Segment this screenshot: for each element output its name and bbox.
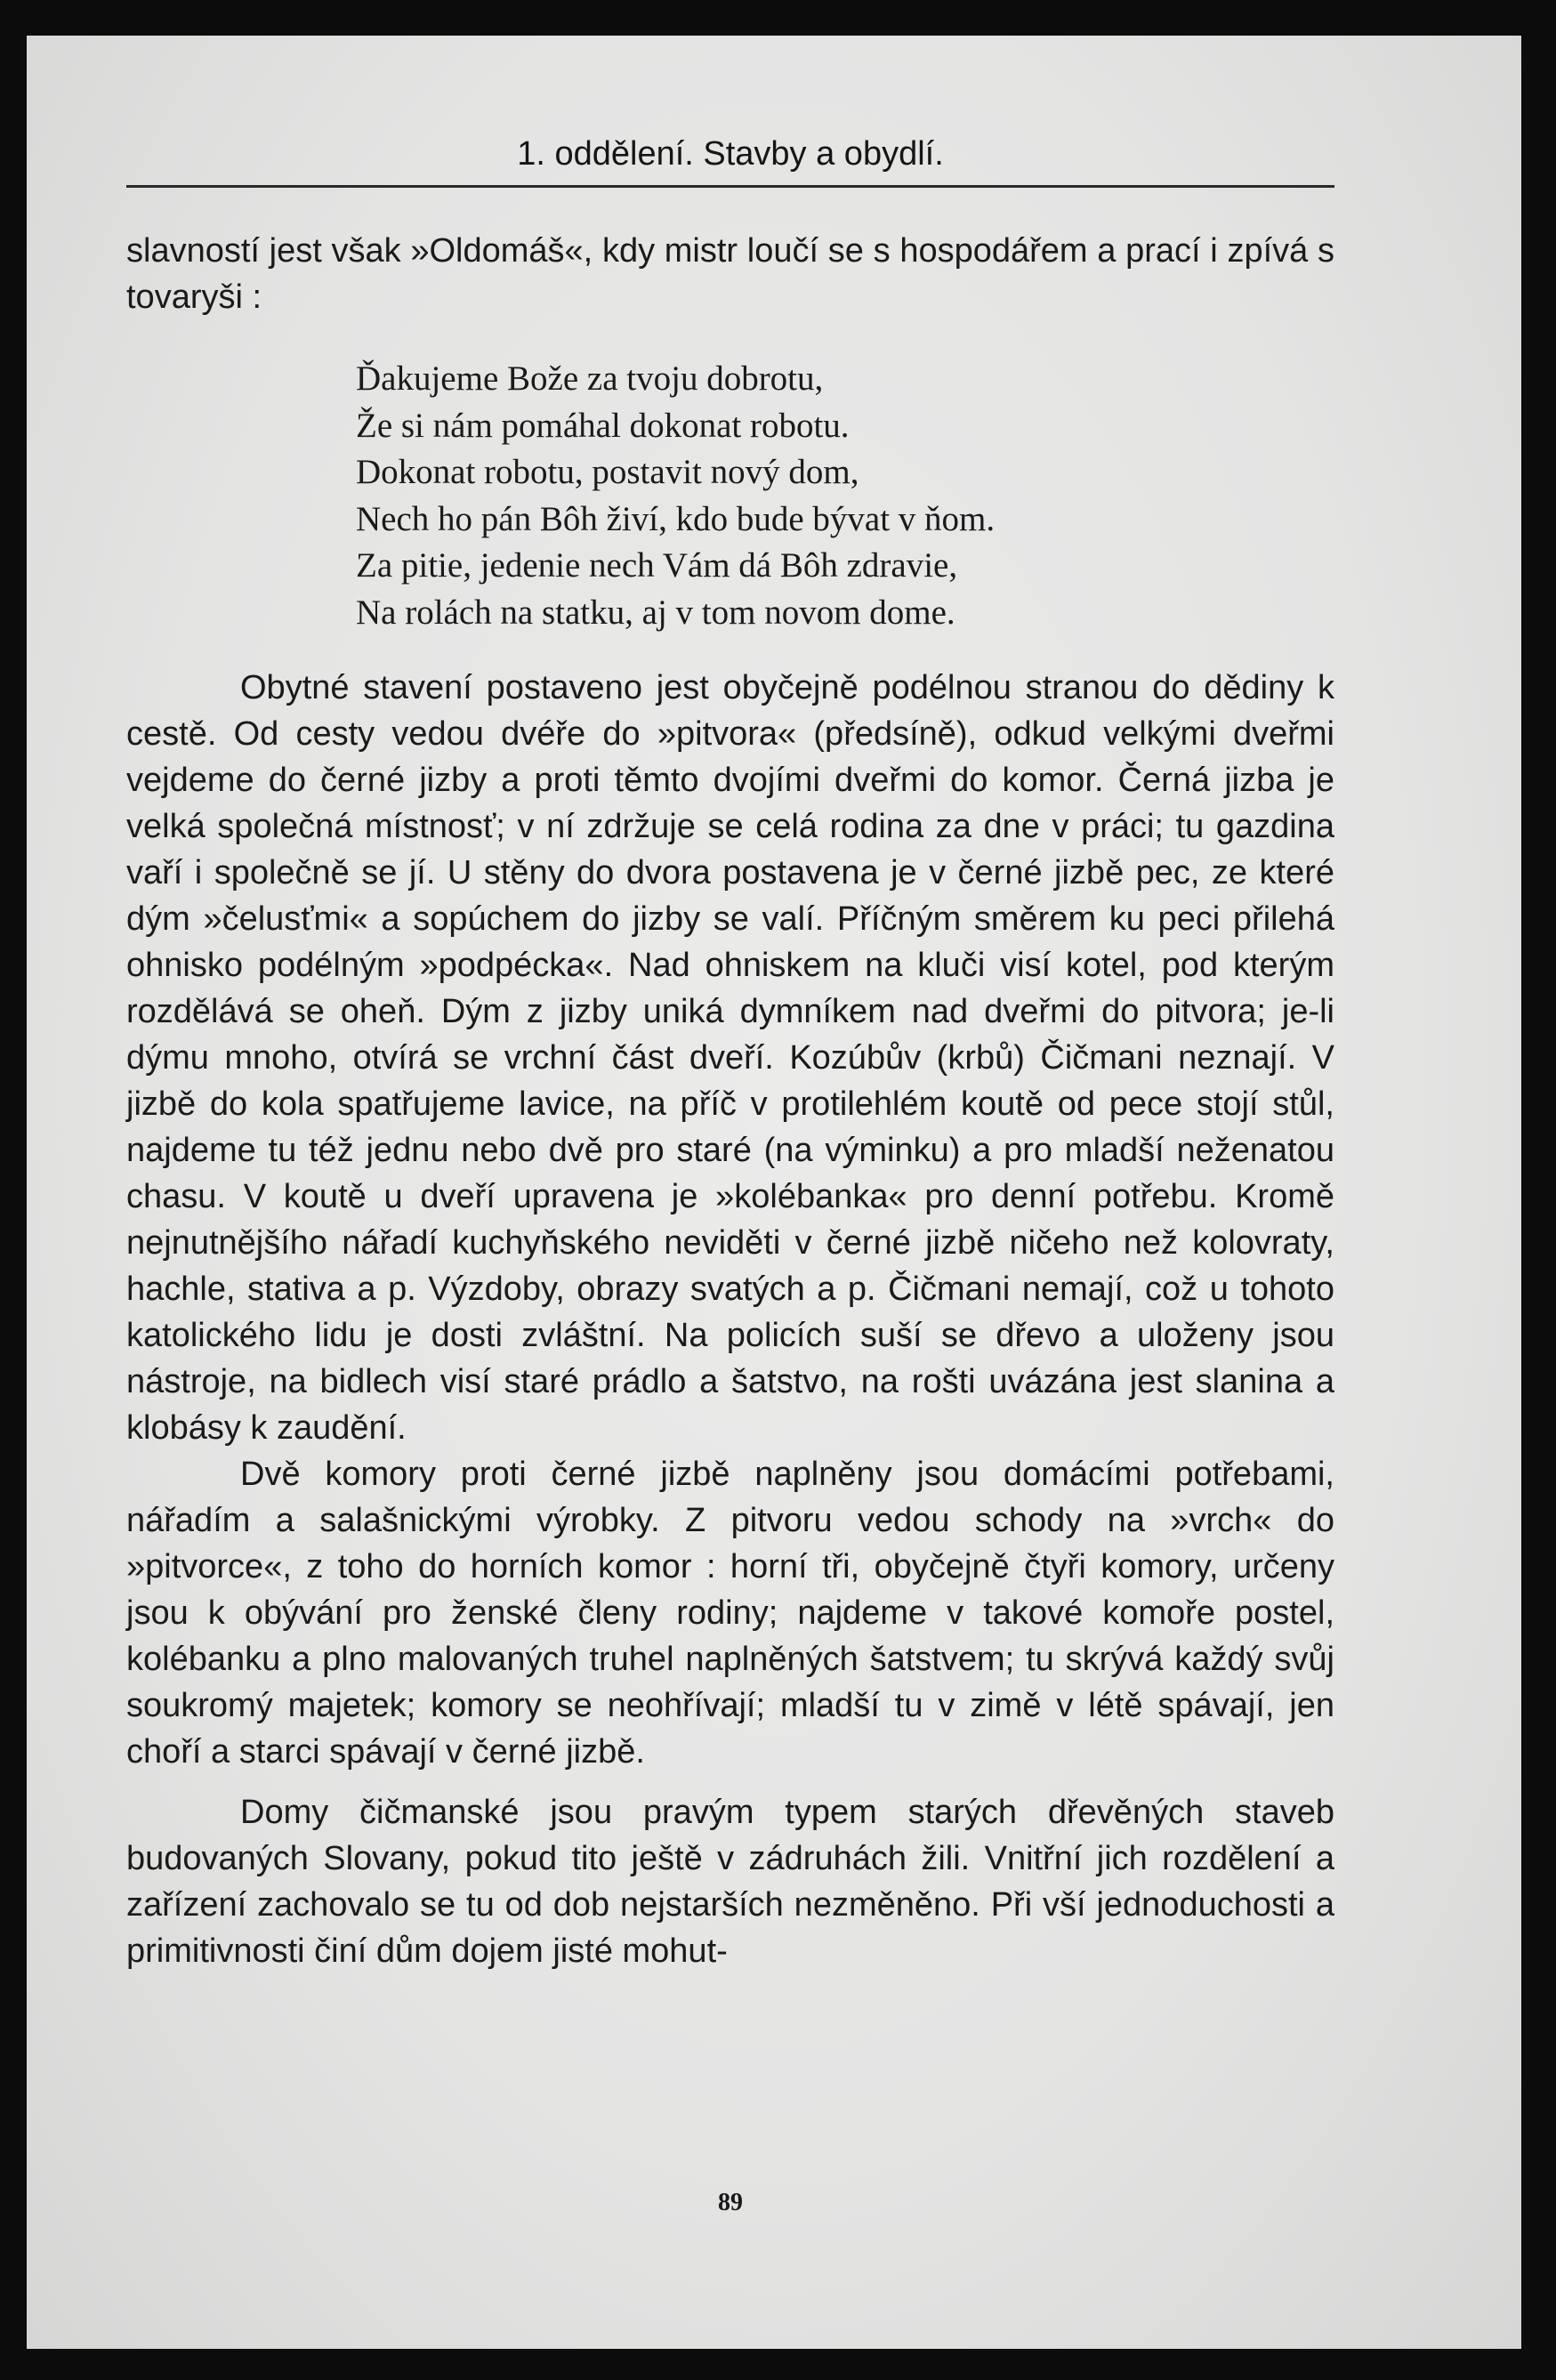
- poem-line: Za pitie, jedenie nech Vám dá Bôh zdravie,: [356, 546, 958, 585]
- poem-line: Na rolách na statku, aj v tom novom dome.: [356, 593, 955, 632]
- poem: [356, 356, 1334, 636]
- running-head: 1. oddělení. Stavby a obydlí.: [517, 135, 944, 173]
- page-number: 89: [718, 2189, 743, 2216]
- paragraph: Obytné stavení postaveno jest obyčejně podélnou stranou do dědiny k cestě. Od cesty vedou dvéře do »pitvora« (předsíně), odkud velkými dveřmi vejdeme do černé jizby a proti těmto dvojími dveřmi do komor. Černá jizba je velká společná místnosť; v ní zdržuje se celá rodina za dne v práci; tu gazdina vaří i společně se jí. U stěny do dvora postavena je v černé jizbě pec, ze které dým »čelusťmi« a sopúchem do jizby se valí. Příčným směrem ku peci přilehá ohnisko podélným »podpécka«. Nad ohniskem na kluči visí kotel, pod kterým rozdělává se oheň. Dým z jizby uniká dymníkem nad dveřmi do pitvora; je-li dýmu mnoho, otvírá se vrchní část dveří. Kozúbův (krbů) Čičmani neznají. V jizbě do kola spatřujeme lavice, na příč v protilehlém koutě od pece stojí stůl, najdeme tu též jednu nebo dvě pro staré (na výminku) a pro mladší neženatou chasu. V koutě u dveří upravena je »kolébanka« pro denní potřebu. Kromě nejnutnějšího nářadí kuchyňského neviděti v černé jizbě ničeho než kolovraty, hachle, stativa a p. Výzdoby, obrazy svatých a p. Čičmani nemají, což u tohoto katolického lidu je dosti zvláštní. Na policích suší se dřevo a uloženy jsou nástroje, na bidlech visí staré prádlo a šatstvo, na rošti uvázána jest slanina a klobásy k zaudění.: [126, 669, 1334, 1447]
- poem-line: Že si nám pomáhal dokonat robotu.: [356, 406, 850, 445]
- paragraph: Dvě komory proti černé jizbě naplněny jsou domácími potřebami, nářadím a salašnickými výrobky. Z pitvoru vedou schody na »vrch« do »pitvorce«, z toho do horních komor : horní tři, obyčejně čtyři komory, určeny jsou k obývání pro ženské členy rodiny; najdeme v takové komoře postel, kolébanku a plno malovaných truhel naplněných šatstvem; tu skrývá každý svůj soukromý majetek; komory se neohřívají; mladší tu v zimě v létě spávají, jen choří a starci spávají v černé jizbě.: [126, 1456, 1334, 1771]
- paragraph: Domy čičmanské jsou pravým typem starých dřevěných staveb budovaných Slovany, pokud tito ještě v zádruhách žili. Vnitřní jich rozdělení a zařízení zachovalo se tu od dob nejstarších nezměněno. Při vší jednoduchosti a primitivnosti činí dům dojem jisté mohut-: [126, 1794, 1334, 1970]
- intro-paragraph: slavností jest však »Oldomáš«, kdy mistr loučí se s hospodářem a prací i zpívá s tovaryši :: [126, 232, 1334, 316]
- poem-line: Nech ho pán Bôh živí, kdo bude bývat v ňom.: [356, 499, 996, 538]
- book-page: [27, 36, 1521, 2349]
- body-text: [126, 228, 1334, 1974]
- poem-line: Dokonat robotu, postavit nový dom,: [356, 453, 859, 491]
- text-block: [126, 36, 1334, 2349]
- header-rule: [126, 185, 1334, 188]
- poem-line: Ďakujeme Bože za tvoju dobrotu,: [356, 359, 824, 398]
